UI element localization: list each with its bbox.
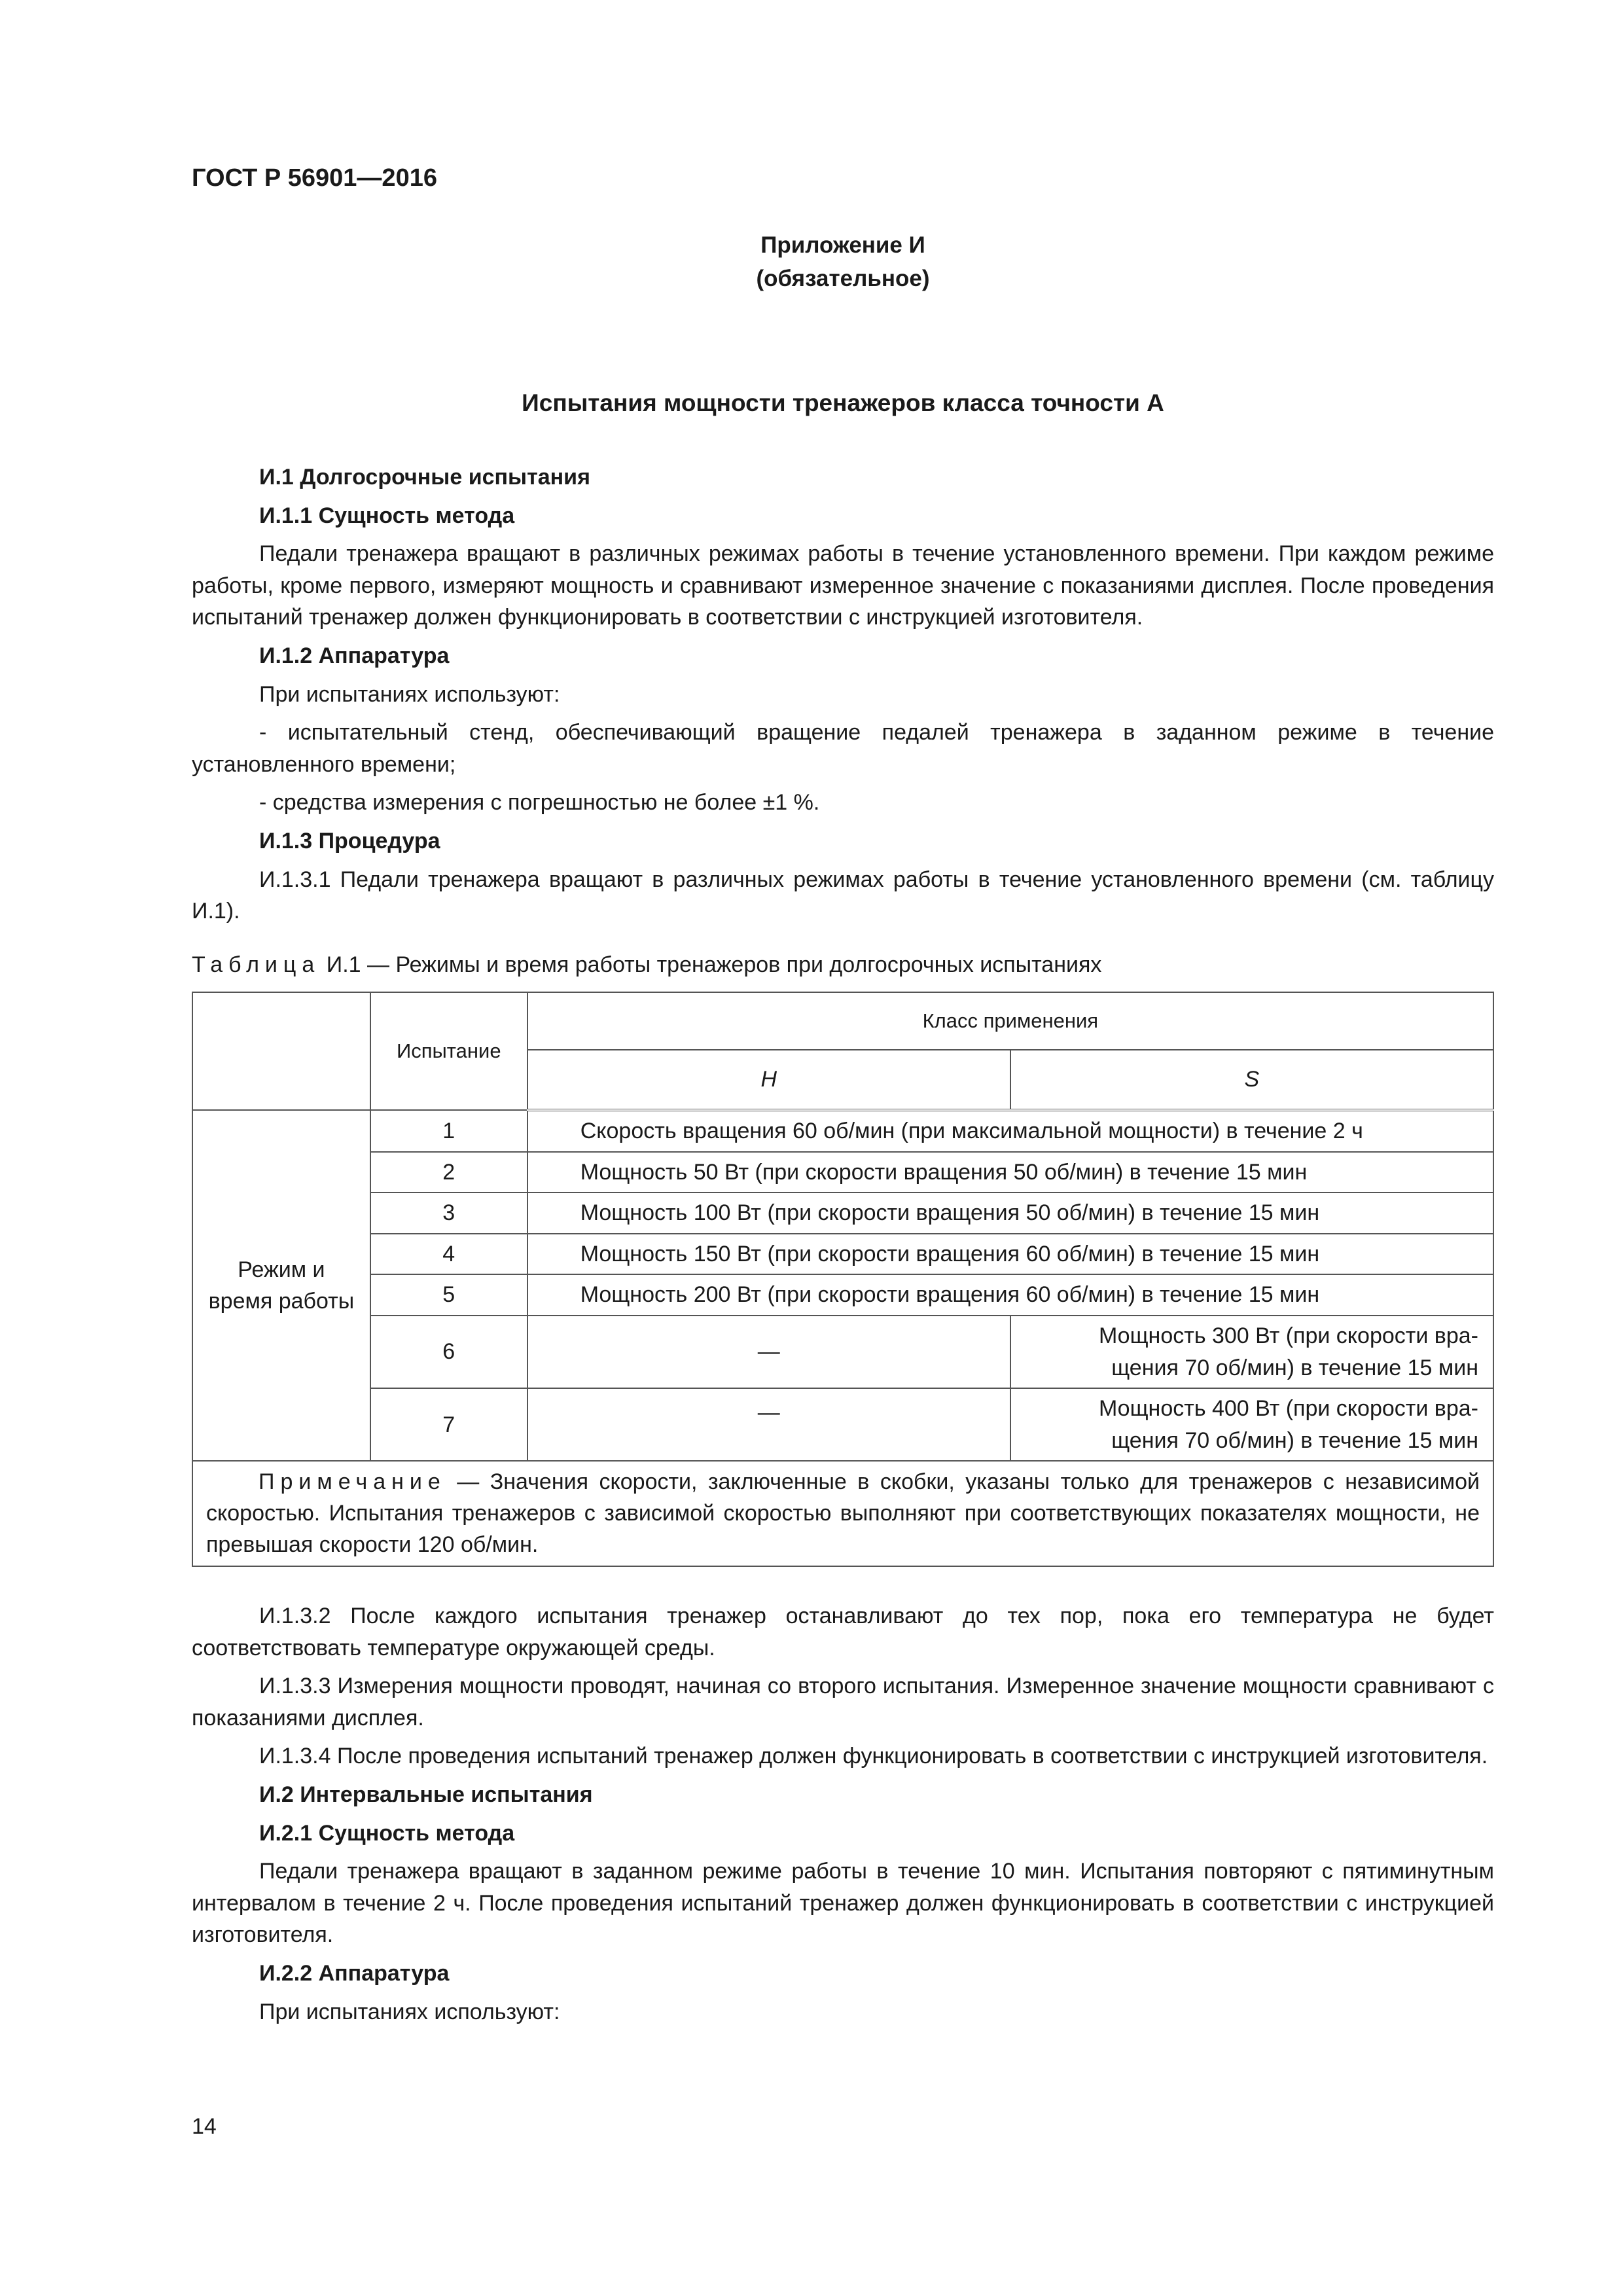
page-number: 14 — [192, 2114, 217, 2139]
table-caption-text: И.1 — Режимы и время работы тренажеров при долгосрочных испытаниях — [320, 952, 1102, 977]
table-note-prefix: Примечание — [259, 1469, 446, 1495]
heading-i2: И.2 Интервальные испытания — [259, 1782, 593, 1808]
heading-i1: И.1 Долгосрочные испытания — [259, 465, 590, 490]
table-caption-prefix: Таблица — [192, 952, 321, 977]
paragraph: И.1.3.4 После проведения испытаний тренажер должен функционировать в соответствии с инструкцией изготовителя. — [259, 1744, 1488, 1769]
table-row-group-label — [192, 1110, 370, 1461]
document-page — [192, 0, 1494, 2296]
table-cell-number: 6 — [370, 1316, 527, 1388]
section-body-part1 — [192, 461, 1494, 934]
section-body-part2 — [192, 1600, 1494, 2034]
paragraph: Педали тренажера вращают в различных режимах работы в течение установленного времени. При каждом режиме работы, кроме первого, измеряют мощность и сравнивают измеренное значение с показаниями дисплея. После проведения испытаний тренажер должен функционировать в соответствии с инструкцией изготовителя. — [192, 541, 1494, 630]
table-header-class: Класс применения — [527, 992, 1493, 1050]
heading-i1-3: И.1.3 Процедура — [259, 829, 440, 854]
heading-i2-2: И.2.2 Аппаратура — [259, 1961, 450, 1986]
heading-i1-2: И.1.2 Аппаратура — [259, 643, 450, 669]
modes-table — [192, 992, 1494, 1567]
section-title: Испытания мощности тренажеров класса точности А — [522, 389, 1164, 416]
heading-i2-1: И.2.1 Сущность метода — [259, 1820, 515, 1846]
paragraph: Педали тренажера вращают в заданном режиме работы в течение 10 мин. Испытания повторяют с пятиминутным интервалом в течение 2 ч. После проведения испытаний тренажер должен функционировать в соответствии с инструкцией изготовителя. — [192, 1859, 1494, 1948]
paragraph: При испытаниях используют: — [259, 681, 560, 707]
table-caption — [192, 949, 1101, 981]
table-cell-class-s-line2: щения 70 об/мин) в течение 15 мин — [1111, 1427, 1478, 1453]
annex-title: Приложение И — [760, 232, 925, 258]
table-cell-class-s-line2: щения 70 об/мин) в течение 15 мин — [1111, 1355, 1478, 1380]
heading-i1-1: И.1.1 Сущность метода — [259, 503, 515, 528]
table-cell-description: Мощность 200 Вт (при скорости вращения 60 об/мин) в течение 15 мин — [527, 1274, 1493, 1316]
table-cell-description: Мощность 100 Вт (при скорости вращения 50 об/мин) в течение 15 мин — [527, 1193, 1493, 1234]
table-header-blank — [192, 992, 370, 1110]
table-cell-description: Скорость вращения 60 об/мин (при максимальной мощности) в течение 2 ч — [527, 1110, 1493, 1152]
list-item: - испытательный стенд, обеспечивающий вращение педалей тренажера в заданном режиме в течение установленного времени; — [192, 720, 1494, 777]
table-cell-number: 4 — [370, 1234, 527, 1275]
table-header-test: Испытание — [370, 992, 527, 1110]
table-cell-number: 7 — [370, 1388, 527, 1461]
document-code: ГОСТ Р 56901—2016 — [192, 164, 437, 192]
table-row-group-label-line1: Режим и — [238, 1257, 325, 1282]
table-note — [192, 1461, 1493, 1566]
table-cell-description: Мощность 50 Вт (при скорости вращения 50 об/мин) в течение 15 мин — [527, 1152, 1493, 1193]
table-header-class-s: S — [1010, 1050, 1493, 1110]
table-cell-class-h: — — [527, 1316, 1010, 1388]
table-note-text: — Значения скорости, заключенные в скобки, указаны только для тренажеров с независимой скоростью. Испытания тренажеров с зависимой скоростью выполняют при соответствующих показателях мощности, не превышая скорости 120 об/мин. — [206, 1469, 1480, 1557]
table-cell-number: 1 — [370, 1110, 527, 1152]
table-header-class-h: H — [527, 1050, 1010, 1110]
annex-heading — [192, 229, 1494, 296]
paragraph: При испытаниях используют: — [259, 1999, 560, 2024]
table-cell-class-s-line1: Мощность 300 Вт (при скорости вра- — [1098, 1323, 1478, 1349]
table-cell-class-s-line1: Мощность 400 Вт (при скорости вра- — [1098, 1396, 1478, 1422]
table-cell-number: 5 — [370, 1274, 527, 1316]
table-cell-class-s — [1010, 1316, 1493, 1388]
paragraph: И.1.3.2 После каждого испытания тренажер останавливают до тех пор, пока его температура не будет соответствовать температуре окружающей среды. — [192, 1604, 1494, 1660]
table-cell-class-h: — — [527, 1388, 1010, 1461]
table-cell-number: 3 — [370, 1193, 527, 1234]
annex-status: (обязательное) — [756, 265, 930, 291]
paragraph: И.1.3.3 Измерения мощности проводят, начиная со второго испытания. Измеренное значение мощности сравнивают с показаниями дисплея. — [192, 1674, 1494, 1731]
table-cell-description: Мощность 150 Вт (при скорости вращения 60 об/мин) в течение 15 мин — [527, 1234, 1493, 1275]
table-row-group-label-line2: время работы — [208, 1289, 355, 1314]
table-cell-number: 2 — [370, 1152, 527, 1193]
paragraph: И.1.3.1 Педали тренажера вращают в различных режимах работы в течение установленного времени (см. таблицу И.1). — [192, 867, 1494, 924]
list-item: - средства измерения с погрешностью не более ±1 %. — [259, 790, 820, 816]
table-cell-class-s — [1010, 1388, 1493, 1461]
